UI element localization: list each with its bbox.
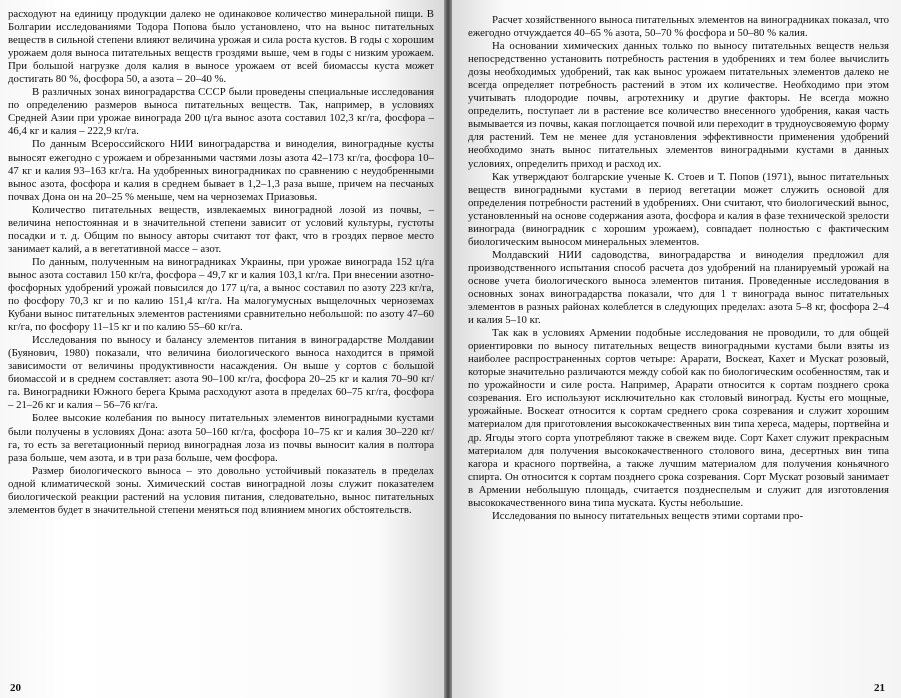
left-paragraph: В различных зонах виноградарства СССР были проведены специальные исследования по определению размеров выноса питательных веществ. Так, например, в условиях Средней Азии при урожае винограда 200 ц/га вынос азота составил 102,3 кг/га, фосфора – 46,4 кг и калия – 222,9 кг/га. [8,86,434,138]
right-paragraph: Молдавский НИИ садоводства, виноградарства и виноделия предложил для производственного испытания способ расчета доз удобрений на планируемый урожай на основе учета биологического выноса элементов питания. Проведенные исследования в основных зонах виноградарства показали, что для 1 т винограда вынос питательных элементов в разных районах колеблется в следующих пределах: азота 5–8 кг, фосфора 2–4 и калия 5–10 кг. [468,248,889,327]
right-paragraph: На основании химических данных только по выносу питательных веществ нельзя непосредственно установить потребность растения в удобрениях и тем более вычислить дозы необходимых удобрений, так как вынос урожаем питательных элементов далеко не всегда определяет потребность растений в этом их количестве. Необходимо при этом учитывать плодородие почвы, агротехнику и другие факторы. Не всегда можно определить, поступает ли в растение все количество внесенного удобрения, какая часть вымывается из почвы, какая поглощается почвой или переходит в трудноусвояемую форму для растений. Тем не менее для установления эффективности применения удобрений необходимо знать вынос питательных элементов виноградными кустами в данных условиях, определить приход и расход их. [468,40,889,170]
right-paragraph: Как утверждают болгарские ученые К. Стоев и Т. Попов (1971), вынос питательных веществ виноградными кустами в период вегетации может служить основой для определения потребности растений в удобрениях. Они считают, что биологический вынос, установленный на основе содержания азота, фосфора и калия в фазе технической зрелости винограда (виноградник с хорошим урожаем), совпадает полностью с фактическим биологическим выносом минеральных элементов. [468,170,889,248]
right-paragraph: Так как в условиях Армении подобные исследования не проводили, то для общей ориентировки по выносу питательных веществ виноградными кустами были взяты из наиболее распространенных сортов четыре: Арарати, Воскеат, Кахет и Мускат розовый, которые значительно различаются между собой как по биологическим особенностям, так и по урожайности и силе роста. Например, Арарати относится к сортам позднего срока созревания. Его используют исключительно как столовый виноград. Кусты его мощные, урожайные. Воскеат относится к сортам среднего срока созревания и служит хорошим материалом для приготовления высококачественных вин типа хереса, мадеры, портвейна и др. Ягоды этого сорта употребляют также в свежем виде. Сорт Кахет служит прекрасным материалом для получения высококачественного столового вина, десертных вин типа кагора и красного портвейна, а также лучшим материалом для получения коньячного спирта. Он относится к сортам позднего срока созревания. Сорт Мускат розовый занимает в Армении небольшую площадь, считается позднеспелым и служит для изготовления высококачественного вина типа муската. Кусты небольшие. [468,327,889,509]
left-paragraph: Количество питательных веществ, извлекаемых виноградной лозой из почвы, – величина непостоянная и в значительной степени зависит от условий культуры, густоты посадки и т. д. Общим по выносу авторы считают тот факт, что в гроздях первое место занимает калий, а в вегетативной массе – азот. [8,203,434,255]
left-paragraph: По данным Всероссийского НИИ виноградарства и виноделия, виноградные кусты выносят ежегодно с урожаем и обрезанными частями лозы азота 42–173 кг/га, фосфора 10–47 кг и калия 93–163 кг/га. На удобренных виноградниках по сравнению с неудобренными вынос азота, фосфора и калия в среднем бывает в 1,2–1,3 раза выше, причем на песчаных почвах Дона он на 20–25 % меньше, чем на черноземах Приазовья. [8,138,434,203]
right-page-number: 21 [874,682,885,694]
left-page-number: 20 [10,682,21,694]
book-gutter [444,0,452,698]
right-paragraph: Расчет хозяйственного выноса питательных элементов на виноградниках показал, что ежегодно отчуждается 40–65 % азота, 50–70 % фосфора и 50–80 % калия. [468,14,889,40]
left-page [0,0,444,698]
right-page [452,0,901,698]
left-paragraph: Размер биологического выноса – это довольно устойчивый показатель в пределах одной климатической зоны. Химический состав виноградной лозы служит показателем биологической реакции растений на условия питания, следовательно, вынос питательных элементов будет в значительной степени меняться под влиянием многих обстоятельств. [8,464,434,516]
left-paragraph: Более высокие колебания по выносу питательных элементов виноградными кустами были получены в условиях Дона: азота 50–160 кг/га, фосфора 10–75 кг и калия 30–220 кг/га, то есть за вегетационный период виноградная лоза из почвы выносит калия в полтора раза больше, чем азота, и в три раза больше, чем фосфора. [8,412,434,464]
left-paragraph: Исследования по выносу и балансу элементов питания в виноградарстве Молдавии (Буянович, 1980) показали, что величина биологического выноса находится в прямой зависимости от величины продуктивности насаждения. Он выше у сортов с большой биомассой и в среднем составляет: азота 90–100 кг/га, фосфора 20–25 кг и калия 70–90 кг/га. Виноградники Южного берега Крыма расходуют азота в пределах 60–75 кг/га, фосфора – 21–26 кг и калия – 56–76 кг/га. [8,334,434,412]
left-paragraph: По данным, полученным на виноградниках Украины, при урожае винограда 152 ц/га вынос азота составил 150 кг/га, фосфора – 49,7 кг и калия 103,1 кг/га. При внесении азотно-фосфорных удобрений урожай повысился до 177 ц/га, а вынос составил по азоту 223 кг/га, по фосфору 70,3 кг и по калию 151,4 кг/га. На малогумусных выщелочных черноземах Кубани вынос питательных элементов растениями сравнительно небольшой: по азоту 47–60 кг/га, по фосфору 11–15 кг и по калию 55–60 кг/га. [8,255,434,334]
left-paragraph: расходуют на единицу продукции далеко не одинаковое количество минеральной пищи. В Болгарии исследованиями Тодора Попова было установлено, что на вынос питательных веществ в сильной степени влияют величина урожая и сила роста кустов. В годы с хорошим урожаем доля выноса питательных веществ гроздями выше, чем в годы с низким урожаем. При большой нагрузке доля калия в выносе урожаем от всей биомассы куста может достигать 80 %, фосфора 50, а азота – 20–40 %. [8,8,434,86]
right-paragraph: Исследования по выносу питательных веществ этими сортами про- [492,509,804,522]
